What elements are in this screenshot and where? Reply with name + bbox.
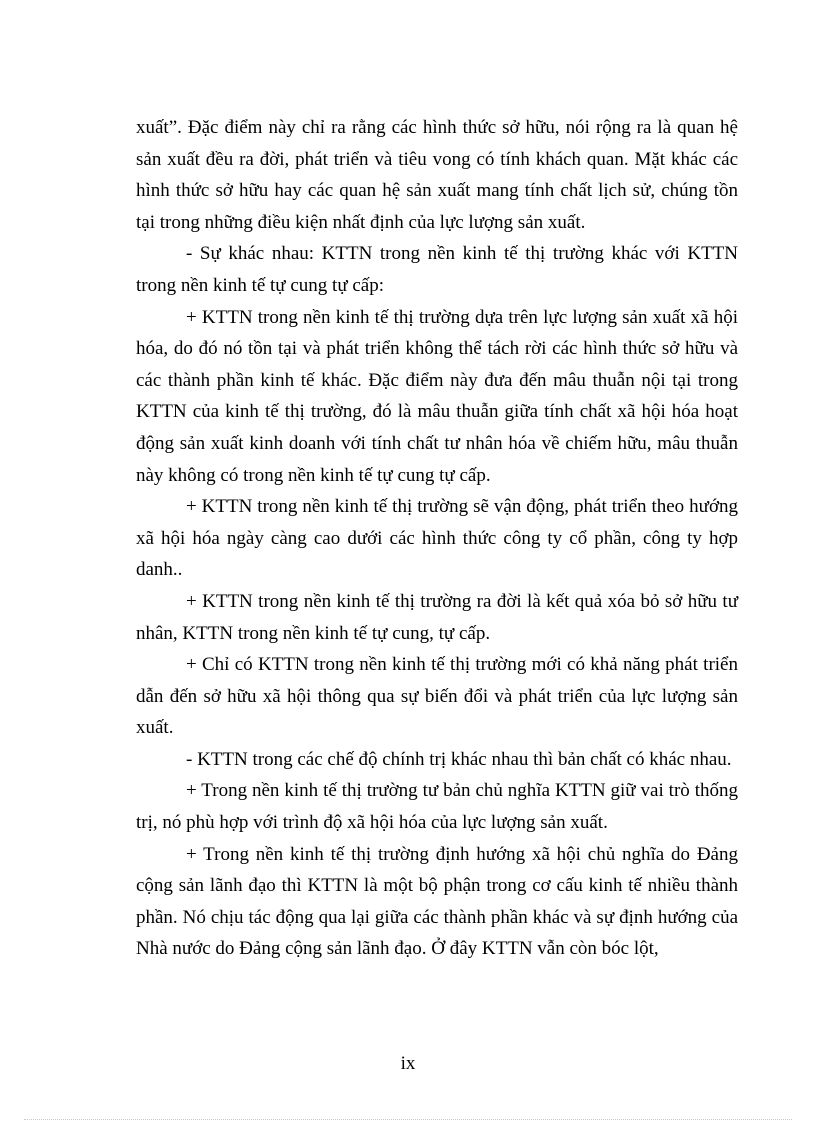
paragraph-continuation: xuất”. Đặc điểm này chỉ ra rằng các hình thức sở hữu, nói rộng ra là quan hệ sản xuất đều ra đời, phát triển và tiêu vong có tính khách quan. Mặt khác các hình thức sở hữu hay các quan hệ sản xuất mang tính chất lịch sử, chúng tồn tại trong những điều kiện nhất định của lực lượng sản xuất.: [136, 117, 738, 233]
paragraph-capitalist-market: + Trong nền kinh tế thị trường tư bản chủ nghĩa KTTN giữ vai trò thống trị, nó phù hợp với trình độ xã hội hóa của lực lượng sản xuất.: [136, 780, 738, 834]
paragraph-socialization-trend: + KTTN trong nền kinh tế thị trường sẽ vận động, phát triển theo hướng xã hội hóa ngày càng cao dưới các hình thức công ty cổ phần, công ty hợp danh..: [136, 496, 738, 581]
paragraph-market-socialized-production: + KTTN trong nền kinh tế thị trường dựa trên lực lượng sản xuất xã hội hóa, do đó nó tồn tại và phát triển không thể tách rời các hình thức sở hữu và các thành phần kinh tế khác. Đặc điểm này đưa đến mâu thuẫn nội tại trong KTTN của kinh tế thị trường, đó là mâu thuẫn giữa tính chất xã hội hóa hoạt động sản xuất kinh doanh với tính chất tư nhân hóa về chiếm hữu, mâu thuẫn này không có trong nền kinh tế tự cung tự cấp.: [136, 306, 738, 486]
paragraph-political-regimes: - KTTN trong các chế độ chính trị khác nhau thì bản chất có khác nhau.: [186, 748, 732, 770]
paragraph-differences-intro: - Sự khác nhau: KTTN trong nền kinh tế thị trường khác với KTTN trong nền kinh tế tự cung tự cấp:: [136, 243, 738, 296]
page-bottom-divider: [24, 1119, 792, 1120]
page-number: ix: [400, 1053, 416, 1074]
paragraph-social-ownership-path: + Chỉ có KTTN trong nền kinh tế thị trường mới có khả năng phát triển dẫn đến sở hữu xã hội thông qua sự biến đổi và phát triển của lực lượng sản xuất.: [136, 654, 738, 739]
body-text: [136, 112, 738, 965]
paragraph-abolition-result: + KTTN trong nền kinh tế thị trường ra đời là kết quả xóa bỏ sở hữu tư nhân, KTTN trong nền kinh tế tự cung, tự cấp.: [136, 590, 738, 644]
paragraph-socialist-oriented-market: + Trong nền kinh tế thị trường định hướng xã hội chủ nghĩa do Đảng cộng sản lãnh đạo thì KTTN là một bộ phận trong cơ cấu kinh tế nhiều thành phần. Nó chịu tác động qua lại giữa các thành phần khác và sự định hướng của Nhà nước do Đảng cộng sản lãnh đạo. Ở đây KTTN vẫn còn bóc lột,: [136, 843, 738, 960]
